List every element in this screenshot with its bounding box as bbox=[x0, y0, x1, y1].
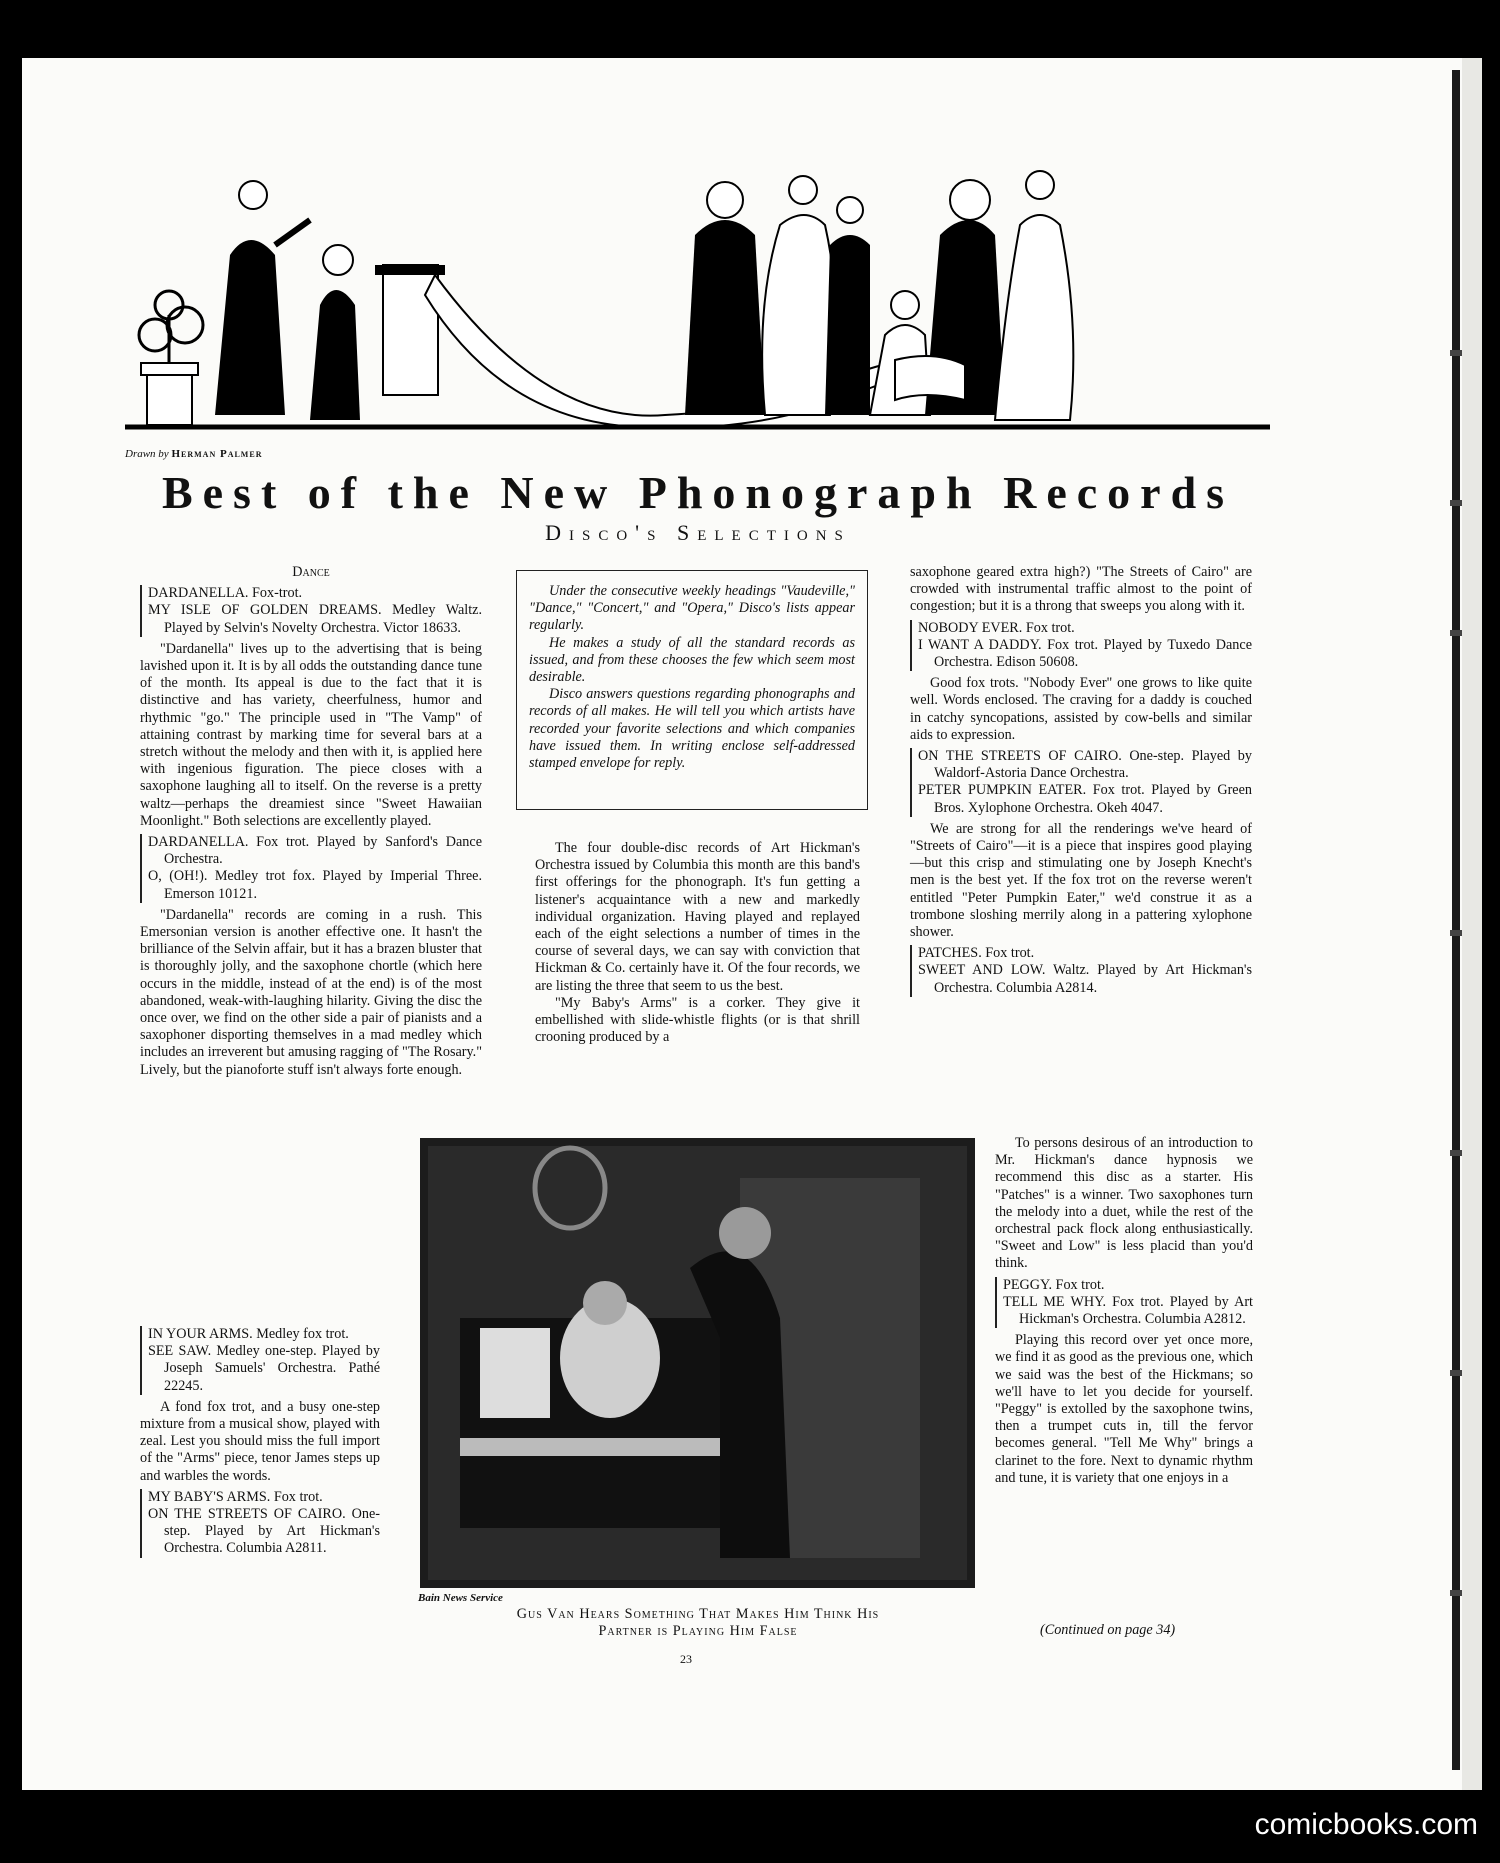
record-entry: SWEET AND LOW. Waltz. Played by Art Hickman's Orchestra. Columbia A2814. bbox=[918, 962, 1252, 996]
next-page-edge bbox=[1462, 58, 1482, 1790]
photo-caption bbox=[418, 1606, 978, 1640]
record-entry: IN YOUR ARMS. Medley fox trot. bbox=[148, 1326, 349, 1342]
review-paragraph: To persons desirous of an introduction to Mr. Hickman's dance hypnosis we recommend this disc as a starter. His "Patches" is a winner. Two saxophones turn the melody into a duet, while the rest of the orchestral pack flock along enthusiastically. "Sweet and Low" is less placid than you'd think. bbox=[995, 1135, 1253, 1272]
note-paragraph: Under the consecutive weekly headings "Vaudeville," "Dance," "Concert," and "Opera," Disco's lists appear regularly. bbox=[529, 583, 855, 634]
record-listing bbox=[140, 585, 482, 637]
review-paragraph: "Dardanella" lives up to the advertising that is being lavished upon it. It is by all odds the outstanding dance tune of the month. Its appeal is due to the fact that it is distinctive and has variety, cheerfulness, humor and rhythmic "go." The principle used in "The Vamp" of attaining contrast by marking time for several bars at a stretch without the melody and then with it, is applied here with ingenious figuration. The piece closes with a saxophone laughing all to itself. On the reverse is a pretty waltz—perhaps the dreamiest since "Sweet Hawaiian Moonlight." Both selections are excellently played. bbox=[140, 640, 482, 829]
record-entry: MY BABY'S ARMS. Fox trot. bbox=[148, 1488, 323, 1505]
site-watermark: comicbooks.com bbox=[1254, 1808, 1478, 1841]
record-listing bbox=[995, 1277, 1253, 1329]
review-paragraph: saxophone geared extra high?) "The Streets of Cairo" are crowded with instrumental traffic almost to the point of congestion; but it is a throng that sweeps you along with it. bbox=[910, 564, 1252, 615]
record-listing bbox=[140, 834, 482, 903]
record-entry: PETER PUMPKIN EATER. Fox trot. Played by Green Bros. Xylophone Orchestra. Okeh 4047. bbox=[918, 782, 1252, 816]
column-1-lower bbox=[140, 1322, 380, 1562]
record-listing bbox=[910, 945, 1252, 997]
page-number: 23 bbox=[680, 1652, 692, 1666]
review-paragraph: We are strong for all the renderings we've heard of "Streets of Cairo"—it is a piece that inspires good playing—but this crisp and stimulating one by Joseph Knecht's men is the best yet. If the fox trot on the reverse weren't entitled "Peter Pumpkin Eater," we'd construe it as a trombone sloshing merrily along in a pattering xylophone shower. bbox=[910, 820, 1252, 941]
photo-credit: Bain News Service bbox=[418, 1592, 503, 1604]
note-paragraph: He makes a study of all the standard records as issued, and from these chooses the few which seem most desirable. bbox=[529, 634, 855, 686]
binding-spine bbox=[1452, 70, 1460, 1770]
record-listing bbox=[910, 748, 1252, 817]
page-title: Best of the New Phonograph Records bbox=[161, 467, 1235, 518]
review-paragraph: The four double-disc records of Art Hickman's Orchestra issued by Columbia this month are this band's first offerings for the phonograph. It's fun getting a listener's acquaintance with a new and markedly individual organization. Having played and replayed each of the eight selections a number of times in the course of several days, we can say with conviction that Hickman & Co. certainly have it. Of the four records, we are listing the three that seem to us the best. bbox=[535, 840, 860, 994]
record-entry: DARDANELLA. Fox-trot. bbox=[148, 585, 303, 602]
caption-line: Partner is Playing Him False bbox=[598, 1623, 798, 1639]
column-2 bbox=[535, 840, 860, 1046]
record-entry: O, (OH!). Medley trot fox. Played by Imperial Three. Emerson 10121. bbox=[148, 868, 482, 902]
review-paragraph: Playing this record over yet once more, we find it as good as the previous one, which we said was the best of the Hickmans; so we'll have to let you decide for yourself. "Peggy" is extolled by the saxophone twins, then a trumpet cuts in, till the fervor becomes general. "Tell Me Why" brings a clarinet to the fore. Next to dynamic rhythm and tune, it is variety that one enjoys in a bbox=[995, 1332, 1253, 1486]
record-entry: PEGGY. Fox trot. bbox=[1003, 1276, 1105, 1293]
record-entry: PATCHES. Fox trot. bbox=[918, 945, 1035, 962]
record-entry: NOBODY EVER. Fox trot. bbox=[918, 619, 1075, 636]
record-listing bbox=[140, 1489, 380, 1558]
page-subtitle: Disco's Selections bbox=[545, 520, 851, 545]
record-entry: SEE SAW. Medley one-step. Played by Joseph Samuels' Orchestra. Pathé 22245. bbox=[148, 1343, 380, 1394]
continued-note: (Continued on page 34) bbox=[1040, 1622, 1176, 1638]
record-listing bbox=[910, 620, 1252, 672]
record-entry: TELL ME WHY. Fox trot. Played by Art Hickman's Orchestra. Columbia A2812. bbox=[1003, 1293, 1253, 1328]
column-1 bbox=[140, 564, 482, 1079]
column-3 bbox=[910, 564, 1252, 1001]
column-3-lower bbox=[995, 1135, 1253, 1487]
record-listing bbox=[140, 1326, 380, 1395]
review-paragraph: "My Baby's Arms" is a corker. They give it embellished with slide-whistle flights (or is that shrill crooning produced by a bbox=[535, 994, 860, 1046]
record-entry: DARDANELLA. Fox trot. Played by Sanford's Dance Orchestra. bbox=[148, 834, 482, 868]
piano-photo bbox=[420, 1138, 975, 1588]
record-entry: MY ISLE OF GOLDEN DREAMS. Medley Waltz. Played by Selvin's Novelty Orchestra. Victor 18633. bbox=[148, 602, 482, 636]
record-entry: ON THE STREETS OF CAIRO. One-step. Played by Waldorf-Astoria Dance Orchestra. bbox=[918, 748, 1252, 782]
header-illustration bbox=[125, 165, 1270, 445]
record-entry: ON THE STREETS OF CAIRO. One-step. Played by Art Hickman's Orchestra. Columbia A2811. bbox=[148, 1506, 380, 1557]
review-paragraph: A fond fox trot, and a busy one-step mixture from a musical show, played with zeal. Lest you should miss the full import of the "Arms" piece, tenor James steps up and warbles the words. bbox=[140, 1398, 380, 1484]
review-paragraph: Good fox trots. "Nobody Ever" one grows to like quite well. Words enclosed. The craving for a daddy is couched in catchy syncopations, assisted by cow-bells and similar aids to expression. bbox=[910, 675, 1252, 743]
section-heading: Dance bbox=[292, 564, 330, 580]
editor-note-box bbox=[516, 570, 868, 810]
illustration-credit: Drawn by Herman Palmer bbox=[125, 448, 263, 460]
note-paragraph: Disco answers questions regarding phonographs and records of all makes. He will tell you which artists have recorded your favorite selections and which companies have issued them. In writing enclose self-addressed stamped envelope for reply. bbox=[529, 686, 855, 772]
review-paragraph: "Dardanella" records are coming in a rush. This Emersonian version is another effective one. It hasn't the brilliance of the Selvin affair, but it has a brazen bluster that is thoroughly jolly, and the saxophone chortle (which here occurs in the middle, instead of at the end) is of the most abandoned, weak-with-laughing hilarity. Giving the disc the once over, we find on the other side a pair of pianists and a saxophoner disporting themselves in a mad medley which includes an irreverent but amusing ragging of "The Rosary." Lively, but the pianoforte stuff isn't always forte enough. bbox=[140, 906, 483, 1078]
record-entry: I WANT A DADDY. Fox trot. Played by Tuxedo Dance Orchestra. Edison 50608. bbox=[918, 636, 1252, 671]
caption-line: Gus Van Hears Something That Makes Him Think His bbox=[516, 1606, 880, 1622]
